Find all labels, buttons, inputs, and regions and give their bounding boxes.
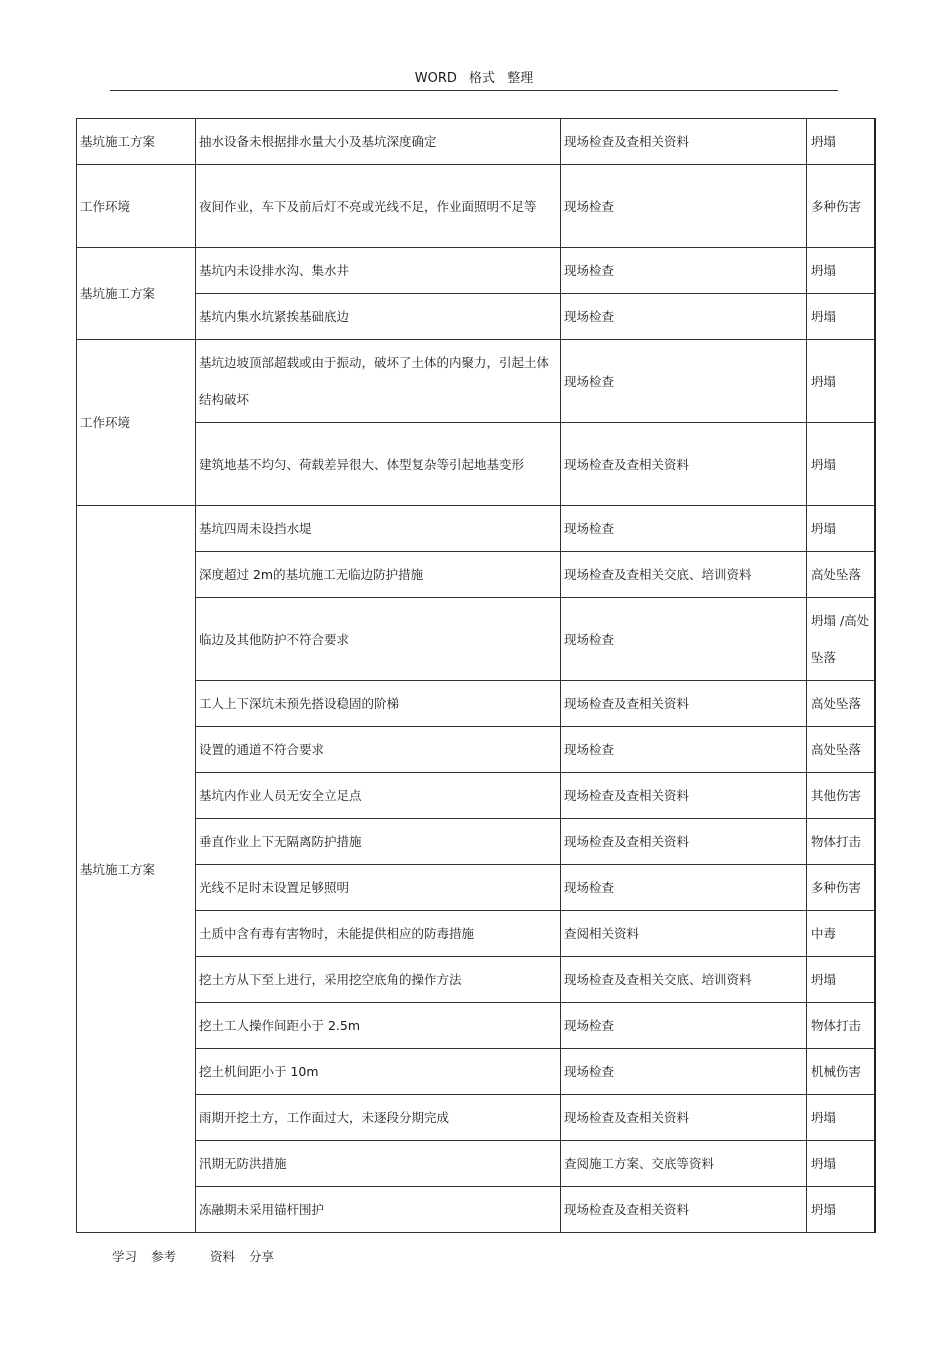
hazard-item-cell: 工人上下深坑未预先搭设稳固的阶梯 bbox=[196, 681, 561, 727]
check-method-cell: 现场检查及查相关资料 bbox=[561, 423, 807, 506]
risk-type-cell: 坍塌 bbox=[807, 506, 875, 552]
hazard-item-cell: 抽水设备未根据排水量大小及基坑深度确定 bbox=[196, 119, 561, 165]
hazard-item-cell: 垂直作业上下无隔离防护措施 bbox=[196, 819, 561, 865]
header-format: 格式 bbox=[469, 71, 496, 86]
hazard-item-cell: 深度超过 2m的基坑施工无临边防护措施 bbox=[196, 552, 561, 598]
hazard-item-cell: 汛期无防洪措施 bbox=[196, 1141, 561, 1187]
check-method-cell: 现场检查及查相关资料 bbox=[561, 681, 807, 727]
check-method-cell: 现场检查 bbox=[561, 727, 807, 773]
table-row bbox=[77, 681, 875, 727]
risk-type-cell: 多种伤害 bbox=[807, 165, 875, 248]
hazard-item-cell: 基坑内集水坑紧挨基础底边 bbox=[196, 294, 561, 340]
check-method-cell: 现场检查 bbox=[561, 598, 807, 681]
table-row bbox=[77, 819, 875, 865]
hazard-item-cell: 临边及其他防护不符合要求 bbox=[196, 598, 561, 681]
risk-type-cell: 高处坠落 bbox=[807, 681, 875, 727]
table-row bbox=[77, 1003, 875, 1049]
risk-type-cell: 多种伤害 bbox=[807, 865, 875, 911]
risk-type-cell: 坍塌 /高处坠落 bbox=[807, 598, 875, 681]
table-row bbox=[77, 294, 875, 340]
category-cell: 基坑施工方案 bbox=[77, 119, 196, 165]
risk-type-cell: 坍塌 bbox=[807, 248, 875, 294]
hazard-item-cell: 基坑内未设排水沟、集水井 bbox=[196, 248, 561, 294]
footer-reference: 参考 bbox=[151, 1249, 177, 1264]
table-row bbox=[77, 165, 875, 248]
table-row bbox=[77, 423, 875, 506]
check-method-cell: 现场检查及查相关资料 bbox=[561, 773, 807, 819]
hazard-item-cell: 建筑地基不均匀、荷载差异很大、体型复杂等引起地基变形 bbox=[196, 423, 561, 506]
check-method-cell: 现场检查及查相关资料 bbox=[561, 819, 807, 865]
table-row bbox=[77, 506, 875, 552]
hazard-item-cell: 光线不足时未设置足够照明 bbox=[196, 865, 561, 911]
risk-type-cell: 坍塌 bbox=[807, 1095, 875, 1141]
table-row bbox=[77, 773, 875, 819]
hazard-item-cell: 挖土工人操作间距小于 2.5m bbox=[196, 1003, 561, 1049]
check-method-cell: 现场检查及查相关资料 bbox=[561, 1095, 807, 1141]
hazard-item-cell: 基坑边坡顶部超载或由于振动，破坏了土体的内聚力，引起土体结构破坏 bbox=[196, 340, 561, 423]
hazard-item-cell: 挖土方从下至上进行，采用挖空底角的操作方法 bbox=[196, 957, 561, 1003]
page-footer bbox=[112, 1248, 284, 1266]
check-method-cell: 现场检查 bbox=[561, 340, 807, 423]
category-cell: 基坑施工方案 bbox=[77, 506, 196, 1233]
check-method-cell: 现场检查及查相关资料 bbox=[561, 1187, 807, 1233]
header-word: WORD bbox=[414, 71, 457, 86]
check-method-cell: 现场检查 bbox=[561, 248, 807, 294]
hazard-item-cell: 冻融期未采用锚杆围护 bbox=[196, 1187, 561, 1233]
risk-type-cell: 物体打击 bbox=[807, 819, 875, 865]
risk-type-cell: 坍塌 bbox=[807, 340, 875, 423]
hazard-item-cell: 设置的通道不符合要求 bbox=[196, 727, 561, 773]
check-method-cell: 查阅相关资料 bbox=[561, 911, 807, 957]
risk-type-cell: 高处坠落 bbox=[807, 552, 875, 598]
category-cell: 工作环境 bbox=[77, 165, 196, 248]
footer-material: 资料 bbox=[210, 1249, 236, 1264]
check-method-cell: 现场检查 bbox=[561, 294, 807, 340]
category-cell: 基坑施工方案 bbox=[77, 248, 196, 340]
hazard-item-cell: 挖土机间距小于 10m bbox=[196, 1049, 561, 1095]
table-row bbox=[77, 119, 875, 165]
check-method-cell: 查阅施工方案、交底等资料 bbox=[561, 1141, 807, 1187]
risk-type-cell: 中毒 bbox=[807, 911, 875, 957]
table-row bbox=[77, 552, 875, 598]
table-row bbox=[77, 1095, 875, 1141]
check-method-cell: 现场检查及查相关交底、培训资料 bbox=[561, 552, 807, 598]
hazard-table bbox=[76, 118, 876, 1233]
footer-share: 分享 bbox=[249, 1249, 275, 1264]
hazard-item-cell: 基坑内作业人员无安全立足点 bbox=[196, 773, 561, 819]
risk-type-cell: 坍塌 bbox=[807, 423, 875, 506]
table-row bbox=[77, 598, 875, 681]
risk-type-cell: 坍塌 bbox=[807, 957, 875, 1003]
table-row bbox=[77, 1187, 875, 1233]
risk-type-cell: 坍塌 bbox=[807, 1187, 875, 1233]
page-header bbox=[110, 68, 838, 91]
table-row bbox=[77, 1049, 875, 1095]
hazard-item-cell: 土质中含有毒有害物时，未能提供相应的防毒措施 bbox=[196, 911, 561, 957]
category-cell: 工作环境 bbox=[77, 340, 196, 506]
hazard-item-cell: 雨期开挖土方，工作面过大，未逐段分期完成 bbox=[196, 1095, 561, 1141]
hazard-table-body bbox=[77, 119, 875, 1233]
risk-type-cell: 坍塌 bbox=[807, 119, 875, 165]
risk-type-cell: 物体打击 bbox=[807, 1003, 875, 1049]
check-method-cell: 现场检查 bbox=[561, 1049, 807, 1095]
hazard-item-cell: 基坑四周未设挡水堤 bbox=[196, 506, 561, 552]
table-row bbox=[77, 911, 875, 957]
risk-type-cell: 机械伤害 bbox=[807, 1049, 875, 1095]
risk-type-cell: 坍塌 bbox=[807, 294, 875, 340]
table-row bbox=[77, 727, 875, 773]
table-row bbox=[77, 248, 875, 294]
table-row bbox=[77, 865, 875, 911]
header-arrange: 整理 bbox=[507, 71, 534, 86]
table-row bbox=[77, 1141, 875, 1187]
table-row bbox=[77, 340, 875, 423]
risk-type-cell: 坍塌 bbox=[807, 1141, 875, 1187]
footer-study: 学习 bbox=[112, 1249, 138, 1264]
risk-type-cell: 高处坠落 bbox=[807, 727, 875, 773]
check-method-cell: 现场检查 bbox=[561, 1003, 807, 1049]
check-method-cell: 现场检查 bbox=[561, 506, 807, 552]
check-method-cell: 现场检查 bbox=[561, 865, 807, 911]
check-method-cell: 现场检查 bbox=[561, 165, 807, 248]
check-method-cell: 现场检查及查相关交底、培训资料 bbox=[561, 957, 807, 1003]
risk-type-cell: 其他伤害 bbox=[807, 773, 875, 819]
table-row bbox=[77, 957, 875, 1003]
check-method-cell: 现场检查及查相关资料 bbox=[561, 119, 807, 165]
hazard-item-cell: 夜间作业，车下及前后灯不亮或光线不足，作业面照明不足等 bbox=[196, 165, 561, 248]
